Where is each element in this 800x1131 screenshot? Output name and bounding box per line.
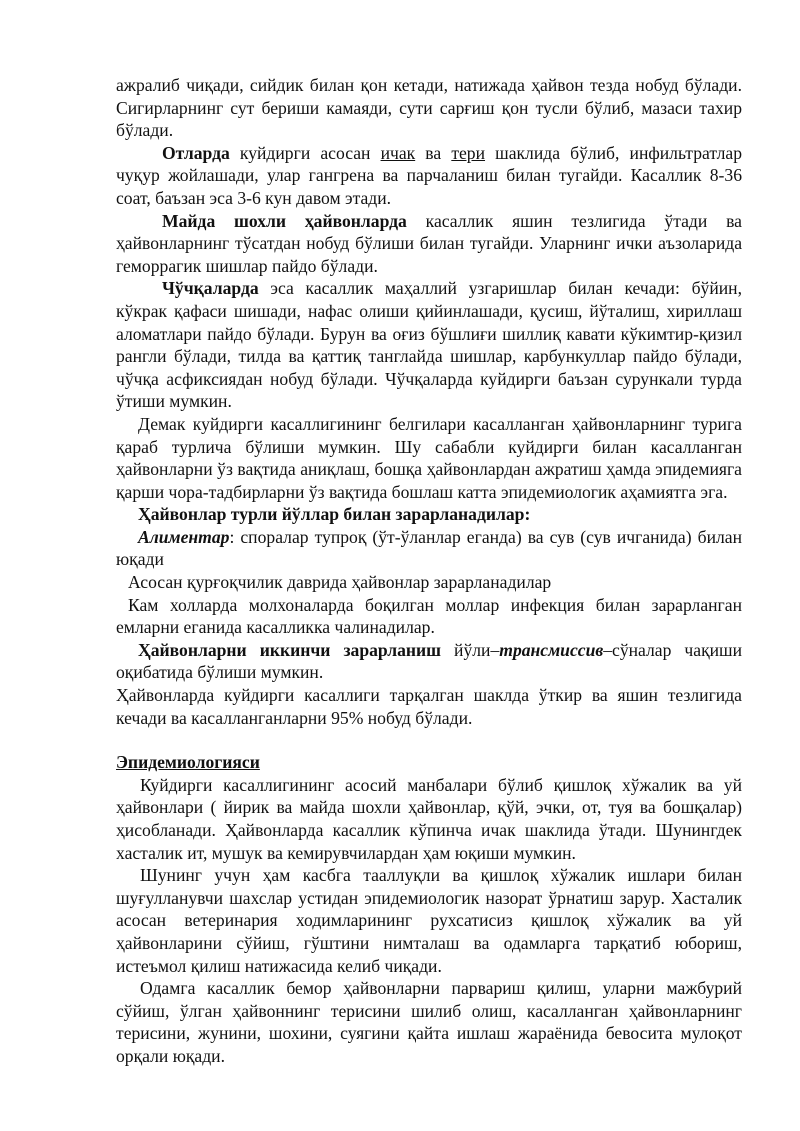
text-fragment: шаклида бўлиб, инфильтратлар чуқур жойлашади, улар гангрена ва парчаланиш билан тугайди. Касаллик 8-36 соат, баъзан эса 3-6 кун давом этади.	[116, 142, 742, 208]
paragraph-small-ruminants	[116, 210, 742, 278]
term-alimentary: Алиментар	[138, 526, 230, 547]
paragraph-horses	[116, 142, 742, 210]
paragraph-sources: Куйдирги касаллигининг асосий манбалари бўлиб қишлоқ хўжалик ва уй ҳайвонлари ( йирик ва майда шохли ҳайвонлар, қўй, эчки, от, туя ва бошқалар) ҳисобланади. Ҳайвонларда касаллик кўпинча ичак шаклида ўтади. Шунингдек хасталик ит, мушук ва кемирувчилардан ҳам юқиши мумкин.	[116, 774, 742, 863]
term-horses: Отларда	[162, 142, 230, 163]
term-transmissive: трансмиссив	[499, 639, 604, 660]
paragraph-feed: Кам холларда молхоналарда боқилган моллар инфекция билан зарарланган емларни еганида касалликка чалинадилар.	[116, 594, 742, 638]
text-fragment: эса касаллик маҳаллий узгаришлар билан кечади: бўйин, кўкрак қафаси шишади, нафас олиши қийинлашади, қусиш, йўталиш, хириллаш аломатлари пайдо бўлади. Бурун ва оғиз бўшлиғи шиллиқ кавати кўкимтир-қизил рангли бўлади, тилда ва қаттиқ танглайда шишлар, карбункуллар пайдо бўлади, чўчқа асфиксиядан нобуд бўлади. Чўчқаларда куйдирги баъзан сурункали турда ўтиши мумкин.	[116, 278, 742, 412]
term-second-route: Ҳайвонларни иккинчи зарарланиш	[138, 639, 442, 660]
paragraph-transmission-to-humans: Одамга касаллик бемор ҳайвонларни парвариш қилиш, уларни мажбурий сўйиш, ўлган ҳайвоннинг терисини шилиб олиш, касалланган ҳайвонларнинг терисини, жунини, шохини, суягини қайта ишлаш жараёнида бевосита мулоқот орқали юқади.	[116, 978, 742, 1066]
document-page	[116, 74, 742, 1068]
paragraph-control: Шунинг учун ҳам касбга тааллуқли ва қишлоқ хўжалик ишлари билан шуғулланувчи шахслар устидан эпидемиологик назорат ўрнатиш зарур. Хасталик асосан ветеринария ходимларининг рухсатисиз қишлоқ хўжалик ва уй ҳайвонларини сўйиш, гўштини нимталаш ва одамларга тарқатиб юбориш, истеъмол қилиш натижасида келиб чиқади.	[116, 865, 742, 976]
paragraph-pigs	[116, 277, 742, 413]
term-pigs: Чўчқаларда	[162, 278, 259, 299]
term-intestine: ичак	[380, 142, 416, 163]
text-fragment: куйдирги асосан	[229, 142, 381, 163]
paragraph-alimentary	[116, 526, 742, 571]
spacer	[116, 729, 742, 751]
text-fragment: : споралар тупроқ (ўт-ўланлар еганда) ва сув (сув ичганида) билан юқади	[116, 526, 742, 570]
section-heading-epidemiology: Эпидемиологияси	[116, 752, 260, 773]
text-fragment: йўли–	[441, 639, 500, 660]
paragraph-transmissive	[116, 639, 742, 684]
paragraph-drought: Асосан қурғоқчилик даврида ҳайвонлар зарарланадилар	[128, 572, 552, 593]
text-fragment: касаллик яшин тезлигида ўтади ва ҳайвонларнинг тўсатдан нобуд бўлиши билан тугайди. Уларнинг ички аъзоларида геморрагик шишлар пайдо бўлади.	[116, 210, 742, 276]
subheading-infection-routes: Ҳайвонлар турли йўллар билан зарарланадилар:	[138, 504, 531, 525]
text-fragment: ва	[415, 142, 452, 163]
text-fragment: –сўналар чақиши оқибатида бўлиши мумкин.	[116, 639, 742, 683]
paragraph-cattle-symptoms: ажралиб чиқади, сийдик билан қон кетади, натижада ҳайвон тезда нобуд бўлади. Сигирларнинг сут бериши камаяди, сути сарғиш қон тусли бўлиб, мазаси тахир бўлади.	[116, 75, 742, 141]
term-small-ruminants: Майда шохли ҳайвонларда	[162, 210, 407, 231]
paragraph-conclusion: Демак куйдирги касаллигининг белгилари касалланган ҳайвонларнинг турига қараб турлича бўлиши мумкин. Шу сабабли куйдирги билан касалланган ҳайвонларни ўз вақтида аниқлаш, бошқа ҳайвонлардан ажратиш ҳамда эпидемияга қарши чора-тадбирларни ўз вақтида бошлаш катта эпидемиологик аҳамиятга эга.	[116, 413, 742, 502]
paragraph-mortality: Ҳайвонларда куйдирги касаллиги тарқалган шаклда ўткир ва яшин тезлигида кечади ва касалланганларни 95% нобуд бўлади.	[116, 685, 742, 728]
term-skin: тери	[451, 142, 486, 163]
